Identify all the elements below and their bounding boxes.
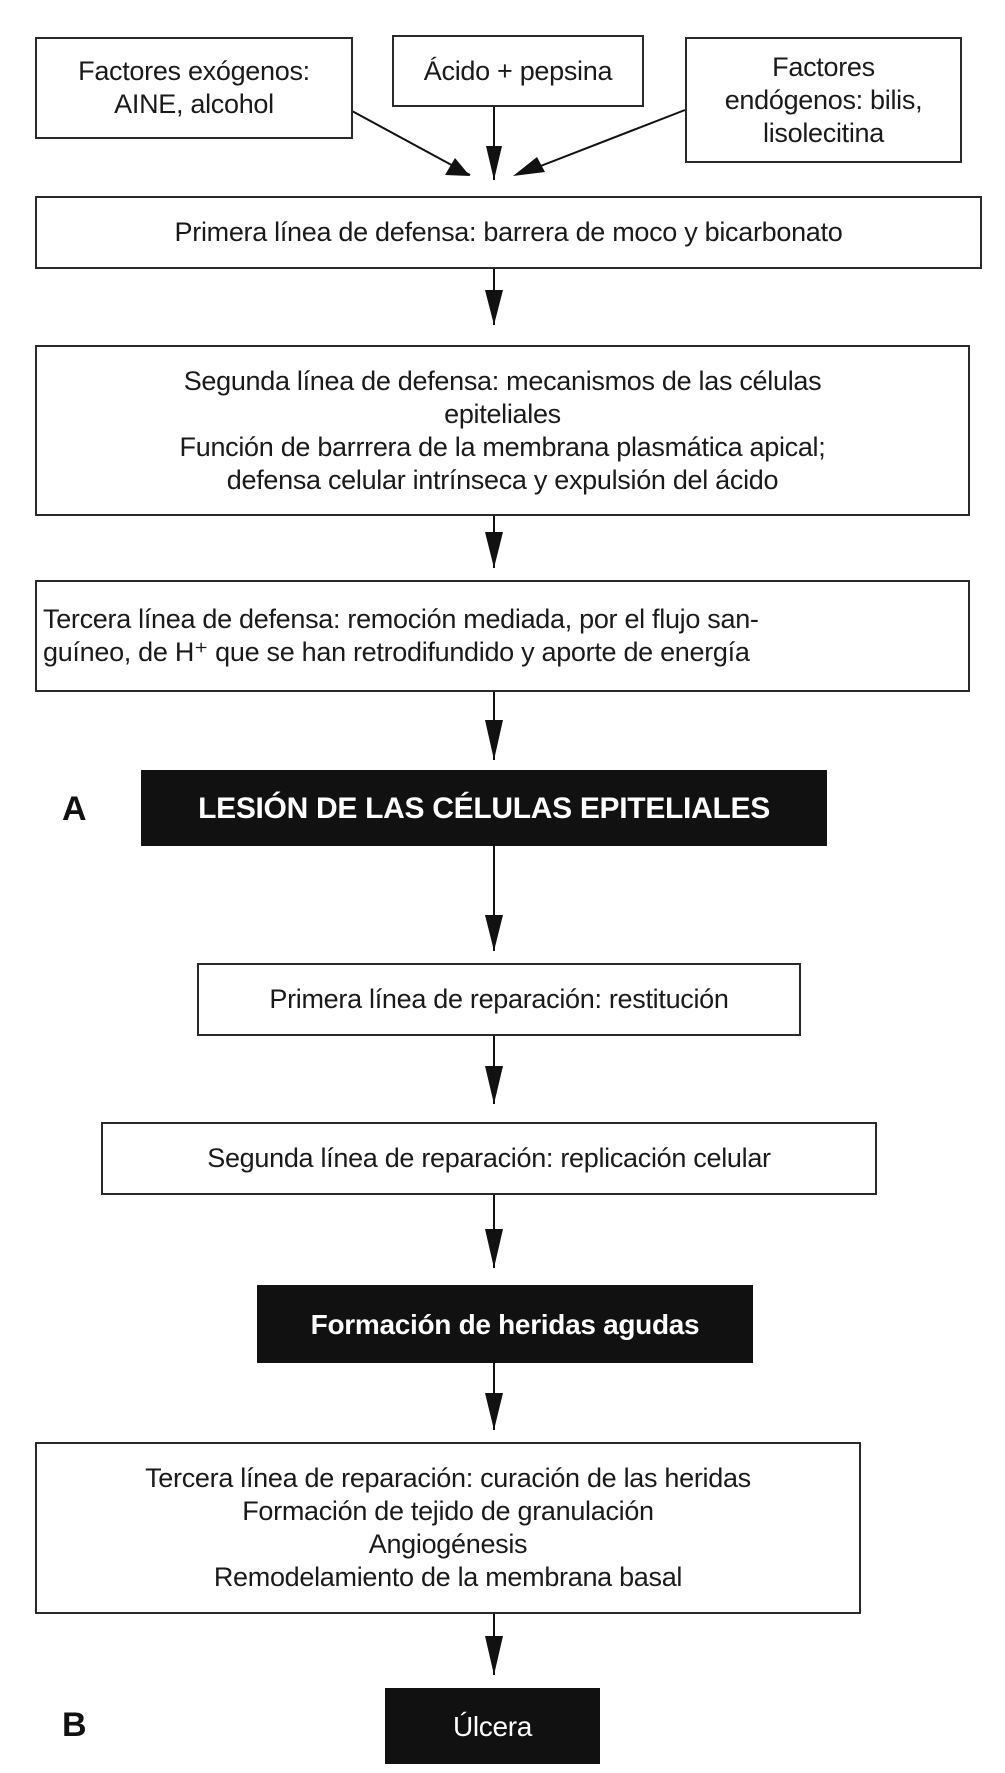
box-text-line: lisolecitina xyxy=(763,117,884,148)
box-text-line: LESIÓN DE LAS CÉLULAS EPITELIALES xyxy=(198,791,770,825)
endogenous-factors-box xyxy=(685,37,962,163)
box-text-line: Segunda línea de defensa: mecanismos de las células xyxy=(183,365,822,396)
epithelial-injury-box xyxy=(141,770,827,846)
second-repair-box xyxy=(101,1122,877,1195)
box-text-line: guíneo, de H⁺ que se han retrodifundido y aporte de energía xyxy=(43,637,750,667)
box-text-line: defensa celular intrínseca y expulsión del ácido xyxy=(226,464,779,495)
box-text-line: Formación de heridas agudas xyxy=(310,1308,700,1340)
box-text-line: Angiogénesis xyxy=(368,1529,528,1559)
box-text-line: endógenos: bilis, xyxy=(724,84,923,115)
panel-label-a: A xyxy=(62,790,87,828)
box-text-line: Tercera línea de reparación: curación de las heridas xyxy=(145,1463,751,1493)
second-defense-box xyxy=(35,345,970,516)
box-text-line: epiteliales xyxy=(444,398,561,429)
first-repair-box xyxy=(197,963,801,1036)
exogenous-factors-box xyxy=(35,37,353,139)
box-text-line: Factores xyxy=(772,51,875,82)
box-text-line: Primera línea de defensa: barrera de moco y bicarbonato xyxy=(174,217,843,247)
acid-pepsin-box xyxy=(392,35,644,107)
acute-wounds-box xyxy=(257,1285,753,1363)
box-text-line: Formación de tejido de granulación xyxy=(242,1496,654,1526)
box-text-line: Factores exógenos: xyxy=(78,56,310,86)
box-text-line: AINE, alcohol xyxy=(114,89,274,119)
box-text-line: Úlcera xyxy=(452,1710,533,1742)
third-defense-box xyxy=(35,580,970,692)
panel-label-b: B xyxy=(62,1706,87,1744)
box-text-line: Ácido + pepsina xyxy=(423,55,613,86)
third-repair-box xyxy=(35,1442,861,1614)
ulcer-box xyxy=(385,1688,600,1764)
box-text-line: Remodelamiento de la membrana basal xyxy=(213,1562,683,1592)
first-defense-box xyxy=(35,196,982,269)
box-text-line: Primera línea de reparación: restitución xyxy=(269,984,729,1014)
box-text-line: Segunda línea de reparación: replicación celular xyxy=(207,1143,771,1173)
box-text-line: Tercera línea de defensa: remoción mediada, por el flujo san- xyxy=(43,604,759,634)
box-text-line: Función de barrrera de la membrana plasmática apical; xyxy=(179,431,826,462)
